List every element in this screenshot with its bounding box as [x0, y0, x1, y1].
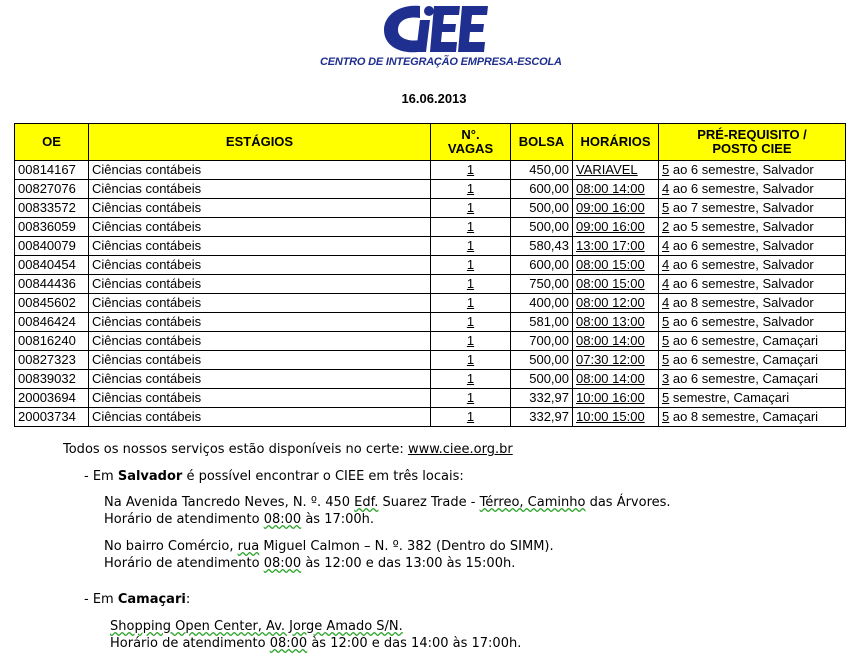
cell-vagas	[431, 408, 511, 427]
cell-bolsa: 580,43	[511, 237, 573, 256]
salvador-loc2-hours-post: às 12:00 e das 13:00 às 15:00h.	[301, 556, 516, 571]
table-row	[15, 218, 846, 237]
cell-estagio: Ciências contábeis	[89, 370, 431, 389]
table-row	[15, 256, 846, 275]
salvador-loc1-hours-post: às 17:00h.	[301, 512, 375, 527]
cell-estagio: Ciências contábeis	[89, 161, 431, 180]
cell-bolsa: 750,00	[511, 275, 573, 294]
pre-rest: ao 6 semestre, Salvador	[669, 162, 814, 177]
cell-pre-requisito	[659, 161, 846, 180]
cell-pre-requisito	[659, 408, 846, 427]
col-header-vagas-line2: VAGAS	[447, 141, 494, 156]
logo-tagline: CENTRO DE INTEGRAÇÃO EMPRESA-ESCOLA	[320, 56, 562, 68]
cell-bolsa: 700,00	[511, 332, 573, 351]
pre-rest: ao 5 semestre, Salvador	[669, 219, 814, 234]
cell-oe: 00836059	[15, 218, 89, 237]
camacari-hours-pre: Horário de atendimento	[110, 636, 270, 651]
pre-num: 5	[662, 390, 670, 405]
pre-num: 2	[662, 219, 670, 234]
cell-oe: 00839032	[15, 370, 89, 389]
cell-oe: 00816240	[15, 332, 89, 351]
cell-bolsa: 500,00	[511, 218, 573, 237]
horario-value: 07:30 12:00	[576, 352, 645, 367]
cell-horario	[573, 370, 659, 389]
cell-bolsa: 332,97	[511, 389, 573, 408]
cell-oe: 00840454	[15, 256, 89, 275]
cell-pre-requisito	[659, 313, 846, 332]
cell-horario	[573, 408, 659, 427]
vagas-value: 1	[466, 409, 475, 424]
cell-horario	[573, 275, 659, 294]
camacari-prefix: - Em	[84, 592, 118, 607]
salvador-loc1-hours-time: 08:00	[263, 512, 302, 527]
logo-i-dot	[424, 6, 434, 16]
salvador-loc2-hours-pre: Horário de atendimento	[104, 556, 264, 571]
col-header-vagas-line1: N°.	[461, 127, 480, 142]
ciee-logo	[380, 2, 490, 56]
cell-estagio: Ciências contábeis	[89, 237, 431, 256]
cell-estagio: Ciências contábeis	[89, 256, 431, 275]
horario-value: 08:00 15:00	[576, 257, 645, 272]
salvador-loc2-hours-time: 08:00	[263, 556, 302, 571]
cell-horario	[573, 180, 659, 199]
table-row	[15, 408, 846, 427]
pre-rest: ao 7 semestre, Salvador	[669, 200, 814, 215]
table-row	[15, 389, 846, 408]
pre-num: 4	[662, 257, 670, 272]
cell-vagas	[431, 313, 511, 332]
horario-value: 08:00 14:00	[576, 333, 645, 348]
salvador-loc1-terreo: Térreo, Caminho	[479, 495, 586, 510]
pre-rest: ao 6 semestre, Camaçari	[669, 371, 819, 386]
cell-vagas	[431, 161, 511, 180]
cell-pre-requisito	[659, 275, 846, 294]
pre-rest: ao 6 semestre, Salvador	[669, 257, 814, 272]
table-row	[15, 199, 846, 218]
cell-pre-requisito	[659, 389, 846, 408]
horario-value: VARIAVEL	[576, 162, 638, 177]
salvador-heading	[84, 468, 464, 486]
logo-e2	[458, 6, 488, 52]
cell-horario	[573, 389, 659, 408]
vagas-value: 1	[466, 200, 475, 215]
cell-horario	[573, 256, 659, 275]
cell-pre-requisito	[659, 370, 846, 389]
cell-vagas	[431, 199, 511, 218]
cell-vagas	[431, 180, 511, 199]
vagas-value: 1	[466, 333, 475, 348]
cell-bolsa: 450,00	[511, 161, 573, 180]
col-header-vagas	[431, 124, 511, 161]
cell-vagas	[431, 332, 511, 351]
col-header-estagios: ESTÁGIOS	[89, 124, 431, 161]
salvador-location-2-hours	[104, 555, 515, 573]
col-header-pre-line1: PRÉ-REQUISITO /	[697, 127, 807, 142]
camacari-city: Camaçari	[117, 592, 186, 607]
cell-oe: 20003694	[15, 389, 89, 408]
table-row	[15, 370, 846, 389]
horario-value: 08:00 15:00	[576, 276, 645, 291]
table-row	[15, 351, 846, 370]
pre-rest: ao 6 semestre, Camaçari	[669, 333, 819, 348]
salvador-prefix: - Em	[84, 469, 118, 484]
cell-oe: 00845602	[15, 294, 89, 313]
camacari-hours-post: às 12:00 e das 14:00 às 17:00h.	[307, 636, 522, 651]
cell-vagas	[431, 275, 511, 294]
cell-vagas	[431, 389, 511, 408]
cell-bolsa: 400,00	[511, 294, 573, 313]
pre-num: 4	[662, 276, 670, 291]
cell-pre-requisito	[659, 332, 846, 351]
pre-rest: semestre, Camaçari	[669, 390, 790, 405]
cell-vagas	[431, 256, 511, 275]
vacancies-table	[14, 123, 846, 427]
pre-rest: ao 8 semestre, Salvador	[669, 295, 814, 310]
cell-bolsa: 500,00	[511, 351, 573, 370]
cell-horario	[573, 199, 659, 218]
cell-pre-requisito	[659, 199, 846, 218]
cell-oe: 00846424	[15, 313, 89, 332]
cell-oe: 00844436	[15, 275, 89, 294]
cell-oe: 00840079	[15, 237, 89, 256]
services-text: Todos os nossos serviços estão disponíveis no certe:	[63, 442, 408, 457]
vagas-value: 1	[466, 219, 475, 234]
vagas-value: 1	[466, 352, 475, 367]
cell-vagas	[431, 218, 511, 237]
pre-rest: ao 6 semestre, Camaçari	[669, 352, 819, 367]
logo-e1	[430, 6, 460, 52]
cell-vagas	[431, 237, 511, 256]
salvador-location-2	[104, 538, 554, 556]
cell-bolsa: 332,97	[511, 408, 573, 427]
table-row	[15, 275, 846, 294]
cell-oe: 00814167	[15, 161, 89, 180]
table-row	[15, 180, 846, 199]
table-row	[15, 161, 846, 180]
salvador-loc2-pre: No bairro Comércio,	[104, 539, 238, 554]
vagas-value: 1	[466, 314, 475, 329]
salvador-city: Salvador	[117, 469, 183, 484]
pre-num: 5	[662, 333, 670, 348]
camacari-suffix: :	[185, 592, 191, 607]
horario-value: 08:00 14:00	[576, 181, 645, 196]
vagas-value: 1	[466, 257, 475, 272]
pre-rest: ao 6 semestre, Salvador	[669, 238, 814, 253]
col-header-bolsa: BOLSA	[511, 124, 573, 161]
cell-pre-requisito	[659, 237, 846, 256]
table-row	[15, 237, 846, 256]
pre-rest: ao 6 semestre, Salvador	[669, 276, 814, 291]
cell-oe: 00833572	[15, 199, 89, 218]
services-line	[63, 441, 513, 459]
camacari-loc-text: Shopping Open Center, Av. Jorge Amado S/N.	[110, 619, 403, 634]
col-header-horarios: HORÁRIOS	[573, 124, 659, 161]
cell-horario	[573, 294, 659, 313]
salvador-loc1-edf: Edf.	[354, 495, 379, 510]
table-row	[15, 332, 846, 351]
pre-num: 5	[662, 162, 670, 177]
cell-horario	[573, 218, 659, 237]
cell-oe: 00827323	[15, 351, 89, 370]
cell-bolsa: 600,00	[511, 180, 573, 199]
cell-vagas	[431, 370, 511, 389]
horario-value: 13:00 17:00	[576, 238, 645, 253]
document-date: 16.06.2013	[401, 91, 467, 106]
pre-num: 5	[662, 352, 670, 367]
cell-bolsa: 500,00	[511, 370, 573, 389]
camacari-hours-time: 08:00	[269, 636, 308, 651]
pre-num: 5	[662, 200, 670, 215]
camacari-location	[110, 618, 403, 636]
vagas-value: 1	[466, 371, 475, 386]
logo-i-stem	[416, 20, 430, 52]
cell-horario	[573, 313, 659, 332]
cell-estagio: Ciências contábeis	[89, 313, 431, 332]
horario-value: 09:00 16:00	[576, 200, 645, 215]
table-header-row	[15, 124, 846, 161]
vagas-value: 1	[466, 238, 475, 253]
col-header-pre-requisito	[659, 124, 846, 161]
horario-value: 09:00 16:00	[576, 219, 645, 234]
cell-oe: 20003734	[15, 408, 89, 427]
pre-rest: ao 6 semestre, Salvador	[669, 314, 814, 329]
cell-horario	[573, 351, 659, 370]
col-header-oe: OE	[15, 124, 89, 161]
table-row	[15, 294, 846, 313]
pre-num: 4	[662, 238, 670, 253]
cell-bolsa: 600,00	[511, 256, 573, 275]
cell-pre-requisito	[659, 256, 846, 275]
cell-horario	[573, 237, 659, 256]
cell-estagio: Ciências contábeis	[89, 218, 431, 237]
cell-bolsa: 500,00	[511, 199, 573, 218]
vagas-value: 1	[466, 295, 475, 310]
cell-pre-requisito	[659, 180, 846, 199]
logo-c-shape	[384, 6, 420, 53]
cell-estagio: Ciências contábeis	[89, 332, 431, 351]
cell-estagio: Ciências contábeis	[89, 180, 431, 199]
cell-oe: 00827076	[15, 180, 89, 199]
cell-estagio: Ciências contábeis	[89, 275, 431, 294]
cell-estagio: Ciências contábeis	[89, 199, 431, 218]
camacari-heading	[84, 591, 190, 609]
col-header-pre-line2: POSTO CIEE	[712, 141, 792, 156]
pre-rest: ao 6 semestre, Salvador	[669, 181, 814, 196]
vagas-value: 1	[466, 276, 475, 291]
salvador-location-1-hours	[104, 511, 374, 529]
cell-pre-requisito	[659, 218, 846, 237]
cell-pre-requisito	[659, 351, 846, 370]
horario-value: 08:00 14:00	[576, 371, 645, 386]
salvador-loc2-rua: rua	[237, 539, 260, 554]
salvador-loc1-hours-pre: Horário de atendimento	[104, 512, 264, 527]
salvador-location-1	[104, 494, 671, 512]
horario-value: 10:00 15:00	[576, 409, 645, 424]
ciee-website-link[interactable]: www.ciee.org.br	[407, 442, 513, 457]
vagas-value: 1	[466, 181, 475, 196]
table-row	[15, 313, 846, 332]
pre-num: 4	[662, 181, 670, 196]
pre-num: 5	[662, 314, 670, 329]
cell-vagas	[431, 351, 511, 370]
salvador-loc1-pre: Na Avenida Tancredo Neves, N. º. 450	[104, 495, 355, 510]
horario-value: 08:00 12:00	[576, 295, 645, 310]
cell-estagio: Ciências contábeis	[89, 351, 431, 370]
cell-bolsa: 581,00	[511, 313, 573, 332]
salvador-suffix: é possível encontrar o CIEE em três locais:	[182, 469, 464, 484]
cell-estagio: Ciências contábeis	[89, 408, 431, 427]
cell-estagio: Ciências contábeis	[89, 294, 431, 313]
salvador-loc1-post: das Árvores.	[585, 495, 671, 510]
cell-estagio: Ciências contábeis	[89, 389, 431, 408]
pre-num: 4	[662, 295, 670, 310]
vagas-value: 1	[466, 390, 475, 405]
salvador-loc2-post: Miguel Calmon – N. º. 382 (Dentro do SIMM).	[259, 539, 554, 554]
pre-num: 5	[662, 409, 670, 424]
cell-horario	[573, 332, 659, 351]
pre-num: 3	[662, 371, 670, 386]
pre-rest: ao 8 semestre, Camaçari	[669, 409, 819, 424]
horario-value: 08:00 13:00	[576, 314, 645, 329]
cell-pre-requisito	[659, 294, 846, 313]
cell-horario	[573, 161, 659, 180]
cell-vagas	[431, 294, 511, 313]
camacari-hours	[110, 635, 521, 653]
vagas-value: 1	[466, 162, 475, 177]
horario-value: 10:00 16:00	[576, 390, 645, 405]
salvador-loc1-mid: Suarez Trade -	[378, 495, 480, 510]
